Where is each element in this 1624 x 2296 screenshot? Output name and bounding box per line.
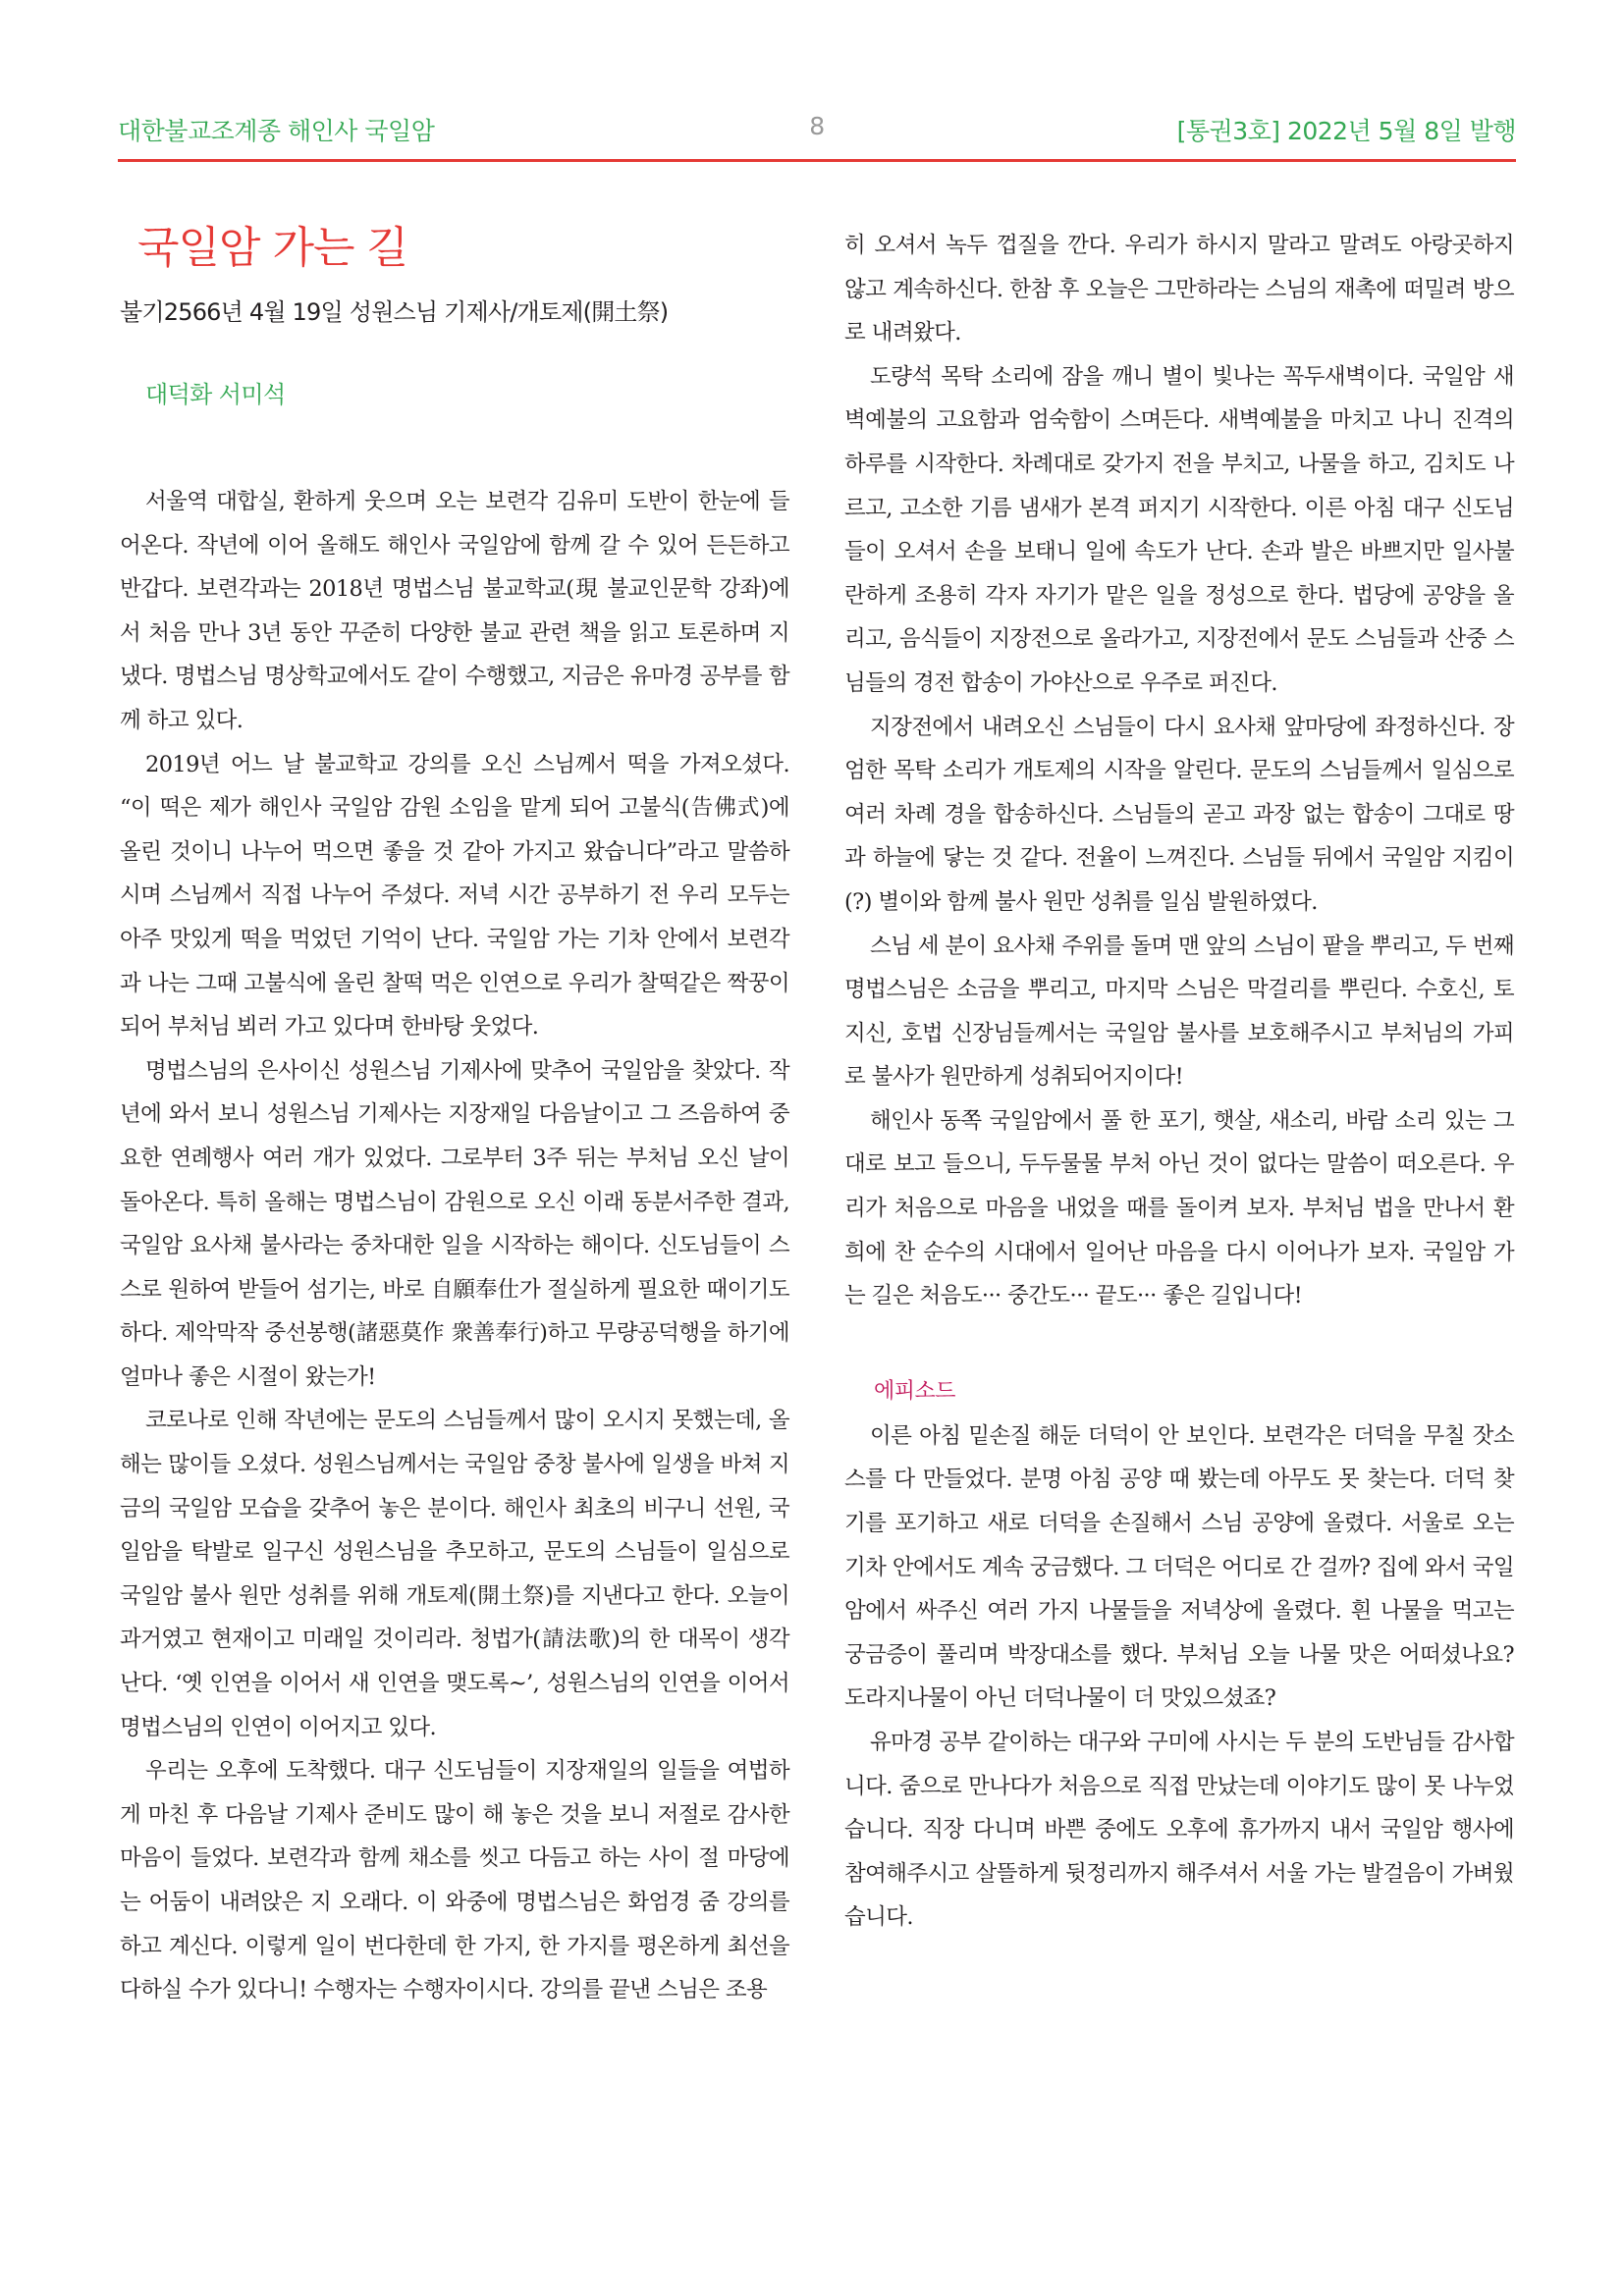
- paragraph: 지장전에서 내려오신 스님들이 다시 요사채 앞마당에 좌정하신다. 장엄한 목탁 소리가 개토제의 시작을 알린다. 문도의 스님들께서 일심으로 여러 차례 경을 합송하신다. 스님들의 곧고 과장 없는 합송이 그대로 땅과 하늘에 닿는 것 같다. 전율이 느껴진다. 스님들 뒤에서 국일암 지킴이(?) 별이와 함께 불사 원만 성취를 일심 발원하였다.: [844, 714, 1514, 915]
- article-subtitle: 불기2566년 4월 19일 성원스님 기제사/개토제(開土祭): [120, 298, 669, 326]
- page-header: [118, 112, 1516, 155]
- paragraph: 유마경 공부 같이하는 대구와 구미에 사시는 두 분의 도반님들 감사합니다. 줌으로 만나다가 처음으로 직접 만났는데 이야기도 많이 못 나누었습니다. 직장 다니며 바쁜 중에도 오후에 휴가까지 내서 국일암 행사에 참여해주시고 살뜰하게 뒷정리까지 해주셔서 서울 가는 발걸음이 가벼웠습니다.: [844, 1730, 1514, 1931]
- paragraph: 히 오셔서 녹두 껍질을 깐다. 우리가 하시지 말라고 말려도 아랑곳하지 않고 계속하신다. 한참 후 오늘은 그만하라는 스님의 재촉에 떠밀려 방으로 내려왔다.: [844, 233, 1514, 347]
- header-org: 대한불교조계종 해인사 국일암: [118, 117, 435, 145]
- paragraph: 스님 세 분이 요사채 주위를 돌며 맨 앞의 스님이 팥을 뿌리고, 두 번째 명법스님은 소금을 뿌리고, 마지막 스님은 막걸리를 뿌린다. 수호신, 토지신, 호법 신장님들께서는 국일암 불사를 보호해주시고 부처님의 가피로 불사가 원만하게 성취되어지이다!: [844, 933, 1514, 1091]
- paragraph: 코로나로 인해 작년에는 문도의 스님들께서 많이 오시지 못했는데, 올해는 많이들 오셨다. 성원스님께서는 국일암 중창 불사에 일생을 바쳐 지금의 국일암 모습을 갖추어 놓은 분이다. 해인사 최초의 비구니 선원, 국일암을 탁발로 일구신 성원스님을 추모하고, 문도의 스님들이 일심으로 국일암 불사 원만 성취를 위해 개토제(開土祭)를 지낸다고 한다. 오늘이 과거였고 현재이고 미래일 것이리라. 청법가(請法歌)의 한 대목이 생각난다. ‘옛 인연을 이어서 새 인연을 맺도록~’, 성원스님의 인연을 이어서 명법스님의 인연이 이어지고 있다.: [120, 1408, 789, 1740]
- page-number: 8: [809, 112, 825, 140]
- paragraph: 서울역 대합실, 환하게 웃으며 오는 보련각 김유미 도반이 한눈에 들어온다. 작년에 이어 올해도 해인사 국일암에 함께 갈 수 있어 든든하고 반갑다. 보련각과는 2018년 명법스님 불교학교(現 불교인문학 강좌)에서 처음 만나 3년 동안 꾸준히 다양한 불교 관련 책을 읽고 토론하며 지냈다. 명법스님 명상학교에서도 같이 수행했고, 지금은 유마경 공부를 함께 하고 있다.: [120, 489, 789, 733]
- episode-label: 에피소드: [874, 1378, 956, 1404]
- article-title: 국일암 가는 길: [137, 223, 407, 273]
- paragraph: 명법스님의 은사이신 성원스님 기제사에 맞추어 국일암을 찾았다. 작년에 와서 보니 성원스님 기제사는 지장재일 다음날이고 그 즈음하여 중요한 연례행사 여러 개가 있었다. 그로부터 3주 뒤는 부처님 오신 날이 돌아온다. 특히 올해는 명법스님이 감원으로 오신 이래 동분서주한 결과, 국일암 요사채 불사라는 중차대한 일을 시작하는 해이다. 신도님들이 스스로 원하여 받들어 섬기는, 바로 自願奉仕가 절실하게 필요한 때이기도 하다. 제악막작 중선봉행(諸惡莫作 衆善奉行)하고 무량공덕행을 하기에 얼마나 좋은 시절이 왔는가!: [120, 1057, 789, 1390]
- paragraph: 이른 아침 밑손질 해둔 더덕이 안 보인다. 보련각은 더덕을 무칠 잣소스를 다 만들었다. 분명 아침 공양 때 봤는데 아무도 못 찾는다. 더덕 찾기를 포기하고 새로 더덕을 손질해서 스님 공양에 올렸다. 서울로 오는 기차 안에서도 계속 궁금했다. 그 더덕은 어디로 간 걸까? 집에 와서 국일암에서 싸주신 여러 가지 나물들을 저녁상에 올렸다. 흰 나물을 먹고는 궁금증이 풀리며 박장대소를 했다. 부처님 오늘 나물 맛은 어떠셨나요? 도라지나물이 아닌 더덕나물이 더 맛있으셨죠?: [844, 1422, 1514, 1712]
- article-author: 대덕화 서미석: [145, 381, 286, 408]
- paragraph: 우리는 오후에 도착했다. 대구 신도님들이 지장재일의 일들을 여법하게 마친 후 다음날 기제사 준비도 많이 해 놓은 것을 보니 저절로 감사한 마음이 들었다. 보련각과 함께 채소를 씻고 다듬고 하는 사이 절 마당에는 어둠이 내려앉은 지 오래다. 이 와중에 명법스님은 화엄경 줌 강의를 하고 계신다. 이렇게 일이 번다한데 한 가지, 한 가지를 평온하게 최선을 다하실 수가 있다니! 수행자는 수행자이시다. 강의를 끝낸 스님은 조용: [120, 1758, 789, 2003]
- paragraph: 도량석 목탁 소리에 잠을 깨니 별이 빛나는 꼭두새벽이다. 국일암 새벽예불의 고요함과 엄숙함이 스며든다. 새벽예불을 마치고 나니 진격의 하루를 시작한다. 차례대로 갖가지 전을 부치고, 나물을 하고, 김치도 나르고, 고소한 기름 냄새가 본격 퍼지기 시작한다. 이른 아침 대구 신도님들이 오셔서 손을 보태니 일에 속도가 난다. 손과 발은 바쁘지만 일사불란하게 조용히 각자 자기가 맡은 일을 정성으로 한다. 법당에 공양을 올리고, 음식들이 지장전으로 올라가고, 지장전에서 문도 스님들과 산중 스님들의 경전 합송이 가야산으로 우주로 퍼진다.: [844, 363, 1514, 696]
- left-column: [120, 221, 789, 2204]
- header-rule: [118, 159, 1516, 162]
- paragraph: 2019년 어느 날 불교학교 강의를 오신 스님께서 떡을 가져오셨다. “이 떡은 제가 해인사 국일암 감원 소임을 맡게 되어 고불식(告佛式)에 올린 것이니 나누어 먹으면 좋을 것 같아 가지고 왔습니다”라고 말씀하시며 스님께서 직접 나누어 주셨다. 저녁 시간 공부하기 전 우리 모두는 아주 맛있게 떡을 먹었던 기억이 난다. 국일암 가는 기차 안에서 보련각과 나는 그때 고불식에 올린 찰떡 먹은 인연으로 우리가 찰떡같은 짝꿍이 되어 부처님 뵈러 가고 있다며 한바탕 웃었다.: [120, 751, 789, 1041]
- paragraph: 해인사 동쪽 국일암에서 풀 한 포기, 햇살, 새소리, 바람 소리 있는 그대로 보고 들으니, 두두물물 부처 아닌 것이 없다는 말씀이 떠오른다. 우리가 처음으로 마음을 내었을 때를 돌이켜 보자. 부처님 법을 만나서 환희에 찬 순수의 시대에서 일어난 마음을 다시 이어나가 보자. 국일암 가는 길은 처음도··· 중간도··· 끝도··· 좋은 길입니다!: [844, 1107, 1514, 1309]
- right-column: [844, 224, 1514, 2207]
- header-issue: [통권3호] 2022년 5월 8일 발행: [1176, 117, 1516, 145]
